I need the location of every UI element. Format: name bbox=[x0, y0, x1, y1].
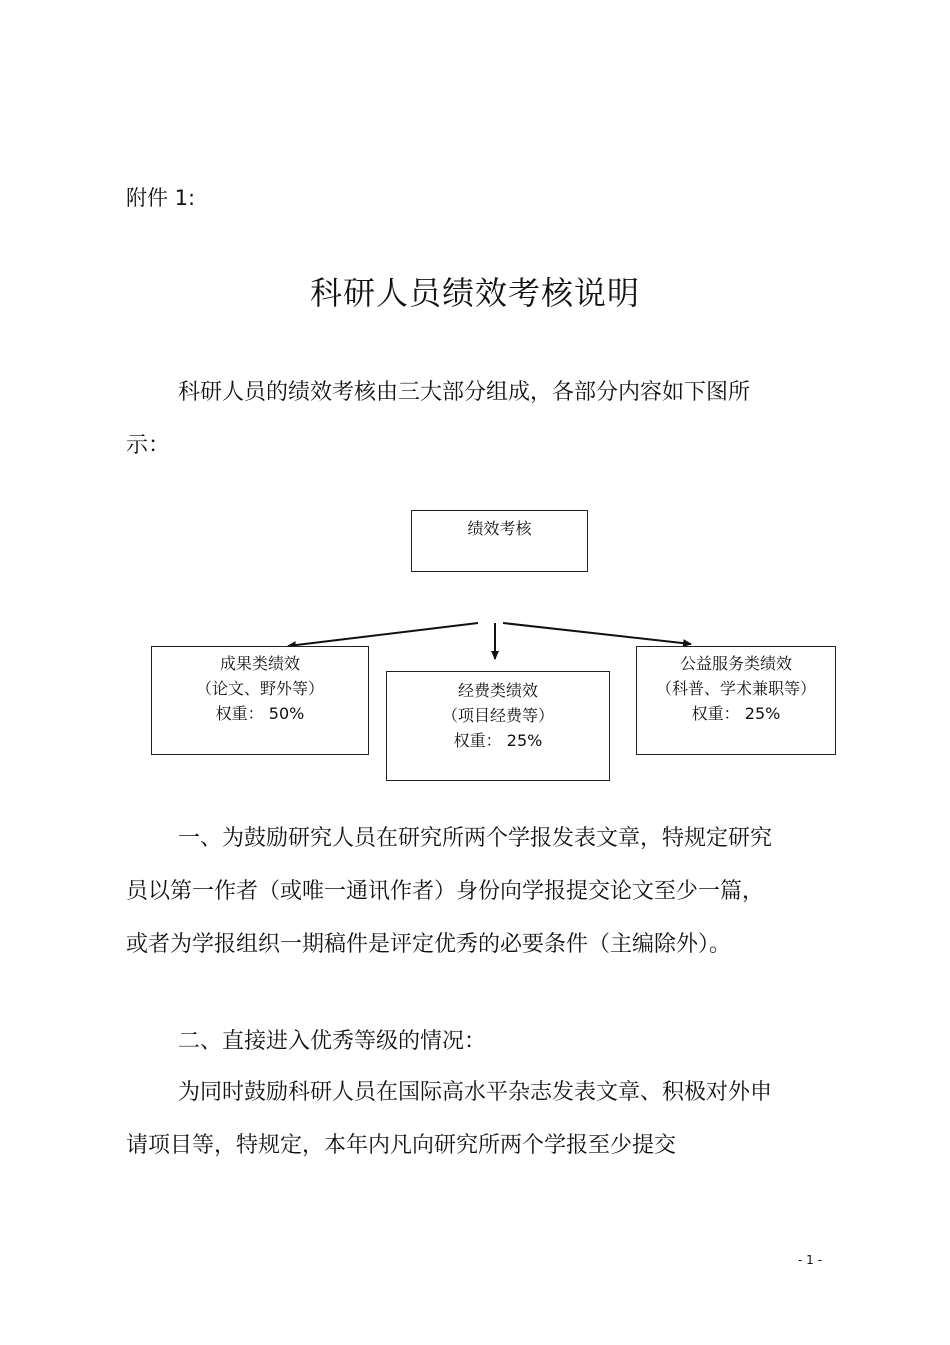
diagram-root-box bbox=[411, 510, 588, 572]
arrow-right bbox=[503, 623, 691, 644]
diagram-box-funding bbox=[386, 671, 610, 781]
box-weight: 权重： 25% bbox=[691, 704, 781, 723]
box-detail: （项目经费等） bbox=[441, 706, 554, 725]
document-title: 科研人员绩效考核说明 bbox=[309, 274, 640, 312]
intro-paragraph: 科研人员的绩效考核由三大部分组成，各部分内容如下图所示： bbox=[126, 380, 751, 458]
box-detail: （科普、学术兼职等） bbox=[655, 679, 816, 698]
diagram-box-achievement bbox=[151, 646, 369, 755]
attachment-label: 附件 1: bbox=[126, 186, 196, 210]
paragraph-3: 为同时鼓励科研人员在国际高水平杂志发表文章、积极对外申请项目等，特规定，本年内凡向研究所两个学报至少提交 bbox=[126, 1080, 773, 1158]
diagram-box-public-service bbox=[636, 646, 836, 755]
box-title: 公益服务类绩效 bbox=[679, 654, 792, 673]
page-number: - 1 - bbox=[798, 1253, 822, 1267]
diagram-root-label: 绩效考核 bbox=[467, 519, 532, 538]
box-title: 成果类绩效 bbox=[219, 654, 300, 673]
box-weight: 权重： 25% bbox=[453, 731, 543, 750]
arrow-left bbox=[288, 623, 478, 646]
paragraph-1: 一、为鼓励研究人员在研究所两个学报发表文章，特规定研究员以第一作者（或唯一通讯作者）身份向学报提交论文至少一篇，或者为学报组织一期稿件是评定优秀的必要条件（主编除外）。 bbox=[126, 826, 773, 957]
box-detail: （论文、野外等） bbox=[195, 679, 324, 698]
box-title: 经费类绩效 bbox=[457, 681, 538, 700]
paragraph-2-heading: 二、直接进入优秀等级的情况： bbox=[178, 1029, 487, 1054]
box-weight: 权重： 50% bbox=[215, 704, 305, 723]
